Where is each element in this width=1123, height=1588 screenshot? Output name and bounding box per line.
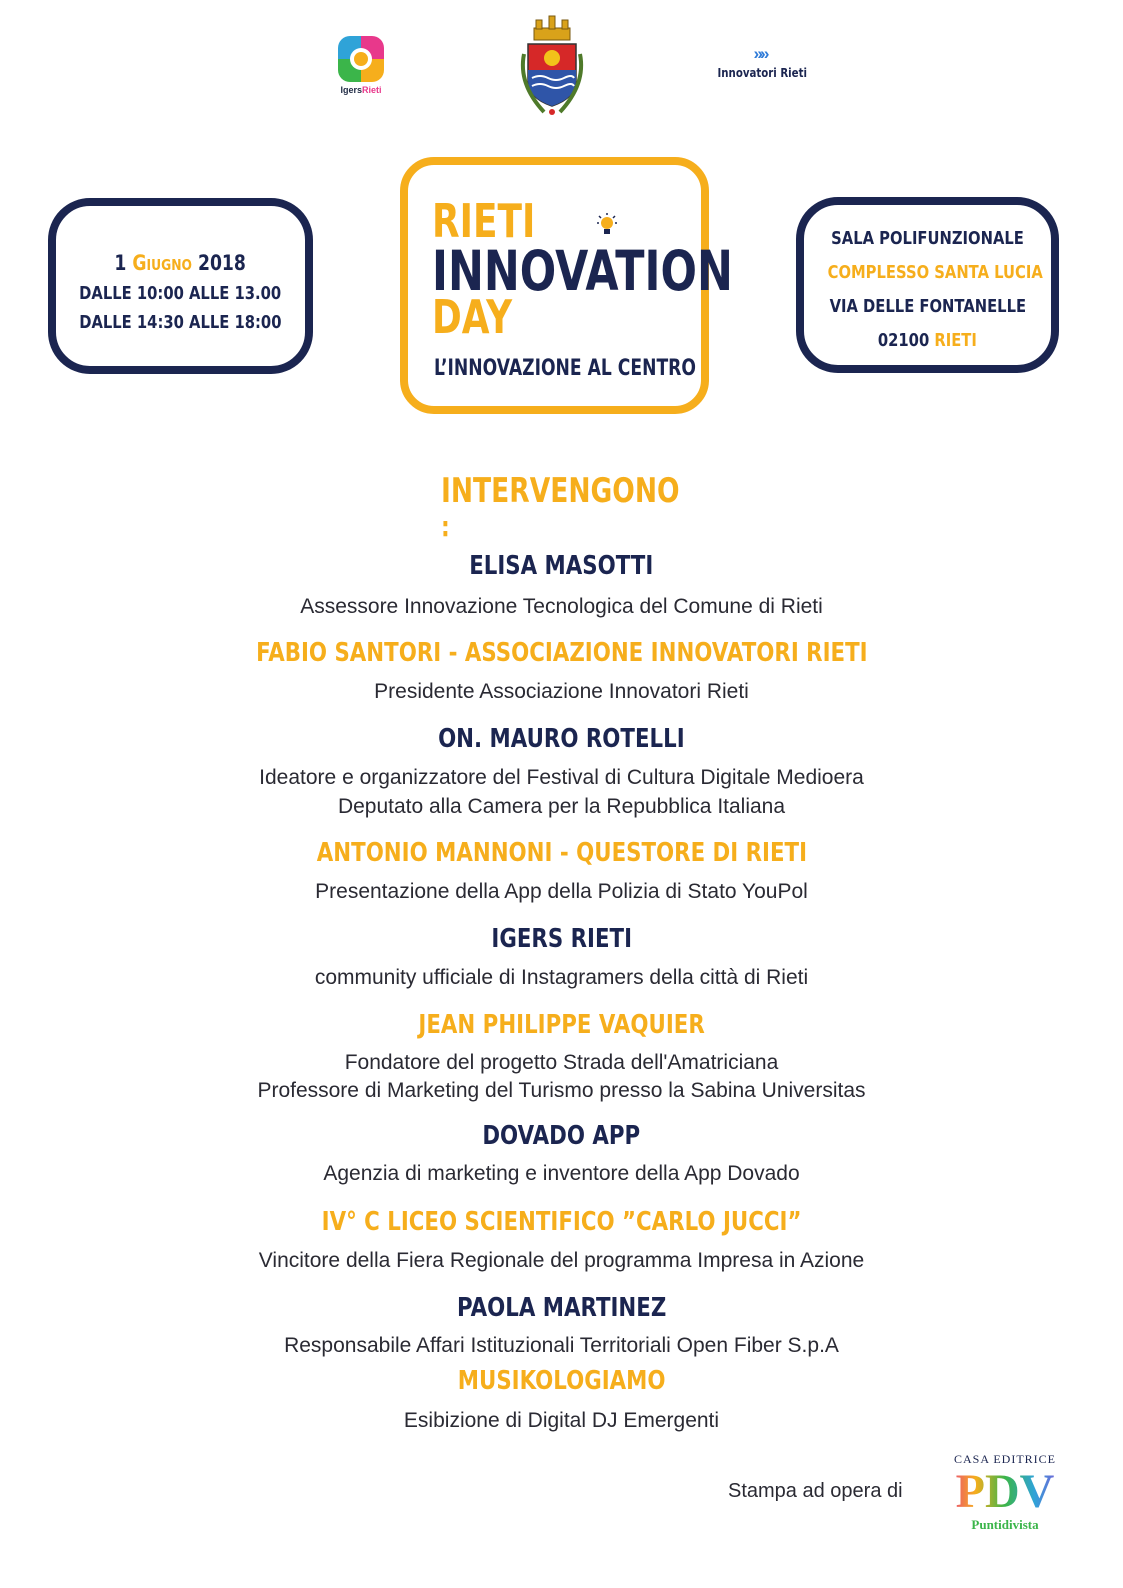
- igers-rieti-logo: [338, 36, 384, 82]
- speaker-role: Vincitore della Fiera Regionale del programma Impresa in Azione: [258, 1249, 865, 1272]
- speaker-name: PAOLA MARTINEZ: [456, 1293, 667, 1323]
- publisher-logo: CASA EDITRICE PDV Puntidivista: [946, 1452, 1064, 1538]
- speaker-name: DOVADO APP: [482, 1121, 641, 1151]
- speakers-heading: INTERVENGONO: [441, 471, 680, 511]
- speaker-role: Esibizione di Digital DJ Emergenti: [403, 1409, 720, 1432]
- speaker-role: Agenzia di marketing e inventore della App Dovado: [323, 1162, 800, 1185]
- speaker-name: ON. MAURO ROTELLI: [438, 724, 685, 754]
- speaker-name: FABIO SANTORI - ASSOCIAZIONE INNOVATORI RIETI: [255, 638, 868, 668]
- venue-complex: COMPLESSO SANTA LUCIA: [827, 262, 1043, 283]
- speaker-role: Fondatore del progetto Strada dell'Amatriciana: [344, 1051, 779, 1074]
- date-box: [48, 198, 313, 374]
- speaker-role: Responsabile Affari Istituzionali Territoriali Open Fiber S.p.A: [284, 1334, 839, 1357]
- speaker-name: IV° C LICEO SCIENTIFICO ”CARLO JUCCI”: [321, 1207, 802, 1237]
- speaker-name: ELISA MASOTTI: [469, 551, 654, 581]
- venue-box: [796, 197, 1059, 373]
- speaker-name: JEAN PHILIPPE VAQUIER: [418, 1010, 705, 1040]
- chevrons-icon: »»: [753, 44, 767, 63]
- speaker-name: ANTONIO MANNONI - QUESTORE DI RIETI: [316, 838, 807, 868]
- printed-by-label: Stampa ad opera di: [728, 1480, 903, 1502]
- speaker-role: community ufficiale di Instagramers della città di Rieti: [314, 966, 809, 989]
- speaker-name: IGERS RIETI: [491, 924, 632, 954]
- speaker-role: Deputato alla Camera per la Repubblica Italiana: [337, 795, 786, 818]
- city-crest-icon: [514, 14, 590, 120]
- speaker-role: Assessore Innovazione Tecnologica del Comune di Rieti: [300, 595, 823, 618]
- title-innovation: INNOVATION: [432, 239, 733, 303]
- speaker-role: Professore di Marketing del Turismo presso la Sabina Universitas: [257, 1079, 866, 1102]
- igers-rieti-logo-text: IgersRieti: [340, 85, 382, 95]
- event-date: 1 Giugno 2018: [114, 251, 247, 275]
- speaker-role: Presidente Associazione Innovatori Rieti: [374, 680, 749, 703]
- event-tagline: L’INNOVAZIONE AL CENTRO: [434, 356, 696, 381]
- title-rieti: RIETI: [432, 194, 536, 248]
- venue-hall: SALA POLIFUNZIONALE: [831, 228, 1024, 249]
- speakers-heading-colon: :: [441, 510, 450, 543]
- title-day: DAY: [432, 290, 513, 344]
- venue-city: 02100 RIETI: [877, 330, 978, 351]
- afternoon-hours: DALLE 14:30 ALLE 18:00: [79, 312, 282, 333]
- lightbulb-icon: [596, 213, 618, 239]
- speaker-role: Presentazione della App della Polizia di Stato YouPol: [315, 880, 808, 903]
- speaker-name: MUSIKOLOGIAMO: [457, 1366, 666, 1396]
- venue-street: VIA DELLE FONTANELLE: [829, 296, 1026, 317]
- speaker-role: Ideatore e organizzatore del Festival di Cultura Digitale Medioera: [259, 766, 864, 789]
- innovatori-rieti-logo: »» Innovatori Rieti: [710, 44, 810, 80]
- morning-hours: DALLE 10:00 ALLE 13.00: [79, 283, 282, 304]
